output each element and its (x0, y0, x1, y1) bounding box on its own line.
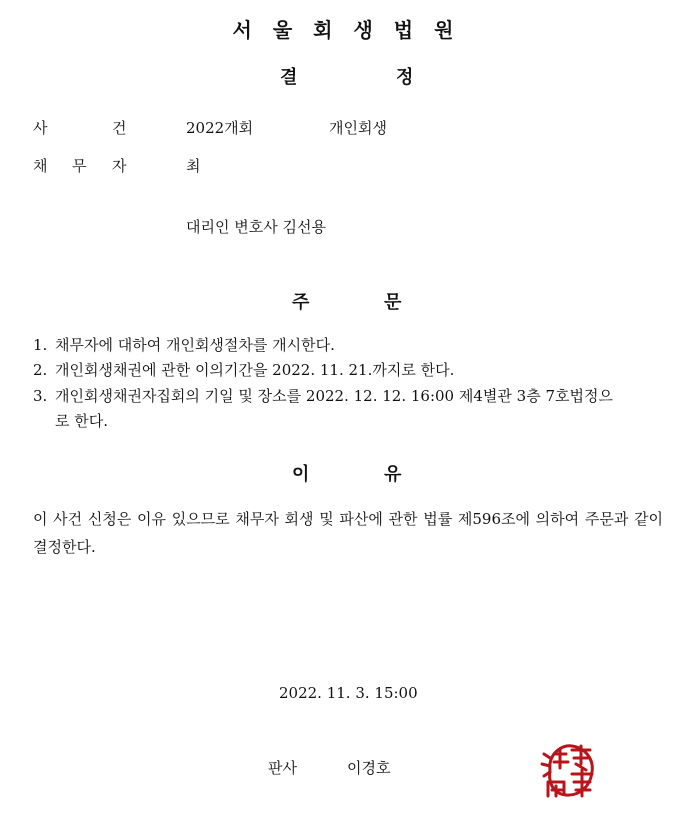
doc-type-left: 결 (280, 67, 298, 88)
order-text: 개인회생채권자집회의 기일 및 장소를 2022. 12. 12. 16:00 제4별관 3층 7호법정으 (55, 387, 613, 405)
order-item-3 (33, 385, 663, 406)
debtor-label-3: 자 (112, 157, 127, 175)
debtor-label-2: 무 (72, 157, 87, 175)
reason-heading-left: 이 (292, 464, 310, 485)
reason-heading-right: 유 (384, 464, 402, 485)
order-item-2 (33, 359, 454, 380)
agent: 대리인 변호사 김선용 (186, 218, 326, 236)
judge-seal-icon (538, 740, 600, 800)
order-num: 1. (33, 336, 48, 354)
doc-type-right: 정 (396, 67, 414, 88)
case-label-1: 사 (33, 119, 48, 137)
decision-date: 2022. 11. 3. 15:00 (279, 684, 418, 702)
order-item-1 (33, 334, 335, 355)
debtor-name: 최 (186, 157, 201, 175)
order-heading-right: 문 (384, 292, 402, 313)
judge-name: 이경호 (347, 759, 391, 777)
court-name: 서울회생법원 (232, 18, 475, 42)
order-num: 2. (33, 361, 48, 379)
debtor-label-1: 채 (33, 157, 48, 175)
case-number: 2022개회 (186, 119, 254, 137)
order-heading-left: 주 (292, 292, 310, 313)
case-type: 개인회생 (329, 119, 387, 137)
case-label-2: 건 (112, 119, 127, 137)
order-num: 3. (33, 387, 48, 405)
order-text: 채무자에 대하여 개인회생절차를 개시한다. (55, 336, 335, 354)
order-item-3-cont: 로 한다. (55, 412, 109, 430)
judge-title: 판사 (268, 759, 297, 777)
order-text: 개인회생채권에 관한 이의기간을 2022. 11. 21.까지로 한다. (55, 361, 455, 379)
reason-text: 이 사건 신청은 이유 있으므로 채무자 회생 및 파산에 관한 법률 제596조에 의하여 주문과 같이 결정한다. (33, 510, 663, 556)
